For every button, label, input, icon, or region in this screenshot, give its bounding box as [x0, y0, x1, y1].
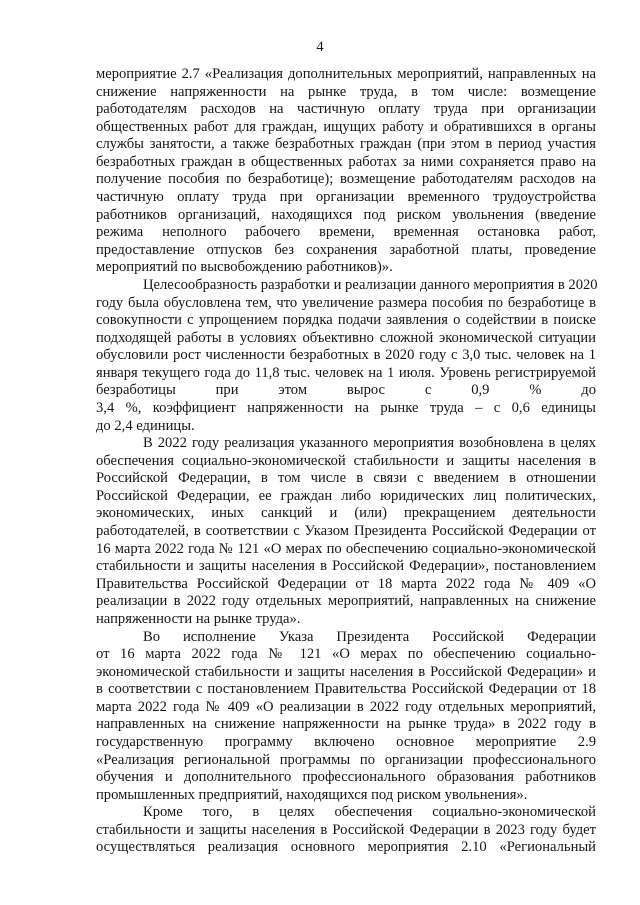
text-line: снижение напряженности на рынке труда, в том числе: возмещение: [96, 83, 596, 100]
text-line: экономической стабильности и защиты населения в Российской Федерации» и: [96, 663, 596, 680]
text-line: от 16 марта 2022 года № 121 «О мерах по обеспечению социально-: [96, 646, 596, 663]
text-line: марта 2022 года № 409 «О реализации в 2022 году отдельных мероприятий,: [96, 698, 596, 715]
text-line: частичную оплату труда при организации временного трудоустройства: [96, 189, 596, 206]
text-line: работодателям расходов на частичную оплату труда при организации: [96, 101, 596, 118]
text-line: В 2022 году реализация указанного мероприятия возобновлена в целях: [143, 435, 596, 452]
text-line: Во исполнение Указа Президента Российской Федерации: [143, 628, 596, 645]
text-line: Целесообразность разработки и реализации данного мероприятия в 2020: [143, 276, 598, 293]
text-line: работников организаций, находящихся под риском увольнения (введение: [96, 206, 596, 223]
text-line: обусловили рост численности безработных в 2020 году с 3,0 тыс. человек на 1: [96, 347, 596, 364]
text-line: совокупности с упрощением порядка подачи заявления о содействии в поиске: [96, 312, 596, 329]
text-line: обучения и дополнительного профессионального образования работников: [96, 769, 596, 786]
text-line: 16 марта 2022 года № 121 «О мерах по обеспечению социально-экономической: [96, 540, 596, 557]
text-line: государственную программу включено основное мероприятие 2.9: [96, 733, 596, 750]
text-line: стабильности и защиты населения в Российской Федерации в 2023 году будет: [96, 821, 596, 838]
text-line: экономических, иных санкций и (или) прекращением деятельности: [96, 505, 596, 522]
text-line: реализации в 2022 году отдельных мероприятий, направленных на снижение: [96, 593, 596, 610]
text-line: осуществляться реализация основного мероприятия 2.10 «Региональный: [96, 839, 596, 856]
text-line: Российской Федерации, в том числе в связи с введением в отношении: [96, 470, 596, 487]
document-body: [96, 66, 596, 857]
text-line: году была обусловлена тем, что увеличение размера пособия по безработице в: [96, 294, 596, 311]
text-line: получение пособия по безработице); возмещение работодателям расходов на: [96, 171, 596, 188]
text-line: напряженности на рынке труда».: [96, 610, 301, 627]
text-line: Кроме того, в целях обеспечения социально-экономической: [143, 804, 596, 821]
text-line: предоставление отпусков без сохранения заработной платы, проведение: [96, 241, 596, 258]
text-line: обеспечения социально-экономической стабильности и защиты населения в: [96, 452, 596, 469]
text-line: Российской Федерации, ее граждан либо юридических лиц политических,: [96, 487, 596, 504]
text-line: промышленных предприятий, находящихся под риском увольнения».: [96, 786, 528, 803]
text-line: стабильности и защиты населения в Российской Федерации», постановлением: [96, 558, 596, 575]
text-line: безработных граждан в общественных работах за ними сохраняется право на: [96, 153, 596, 170]
text-line: работодателей, в соответствии с Указом Президента Российской Федерации от: [96, 523, 596, 540]
text-line: мероприятий по высвобождению работников)».: [96, 259, 393, 276]
text-line: подходящей работы в условиях объективно сложной экономической ситуации: [96, 329, 596, 346]
text-line: января текущего года до 11,8 тыс. человек на 1 июля. Уровень регистрируемой: [96, 364, 596, 381]
text-line: общественных работ для граждан, ищущих работу и обратившихся в органы: [96, 118, 596, 135]
text-line: безработицы при этом вырос с 0,9 % до: [96, 382, 596, 399]
text-line: режима неполного рабочего времени, временная остановка работ,: [96, 224, 596, 241]
text-line: службы занятости, а также безработных граждан (при этом в период участия: [96, 136, 596, 153]
text-line: мероприятие 2.7 «Реализация дополнительных мероприятий, направленных на: [96, 66, 596, 82]
page-number: 4: [316, 39, 324, 55]
text-line: 3,4 %, коэффициент напряженности на рынке труда – с 0,6 единицы: [96, 399, 596, 416]
text-line: «Реализация региональной программы по организации профессионального: [96, 751, 596, 768]
text-line: до 2,4 единицы.: [96, 417, 195, 434]
text-line: в соответствии с постановлением Правительства Российской Федерации от 18: [96, 681, 596, 698]
text-line: Правительства Российской Федерации от 18 марта 2022 года № 409 «О: [96, 575, 596, 592]
text-line: направленных на снижение напряженности на рынке труда» в 2022 году в: [96, 716, 596, 733]
